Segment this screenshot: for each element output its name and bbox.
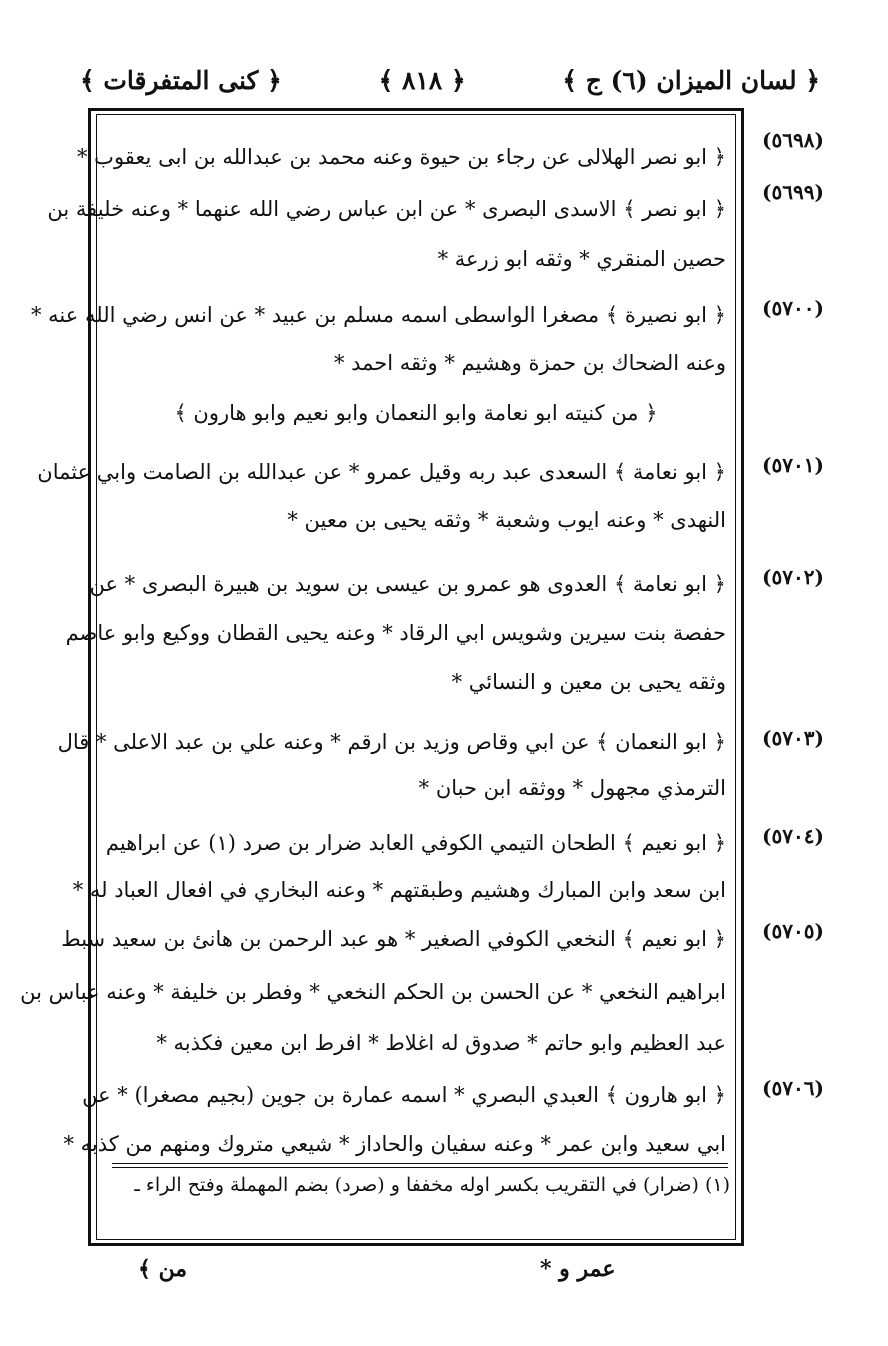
entry-line: ﴿ ابو النعمان ﴾ عن ابي وقاص وزيد بن ارقم * وعنه علي بن عبد الاعلى * قال <box>57 730 726 754</box>
entry-line: وعنه الضحاك بن حمزة وهشيم * وثقه احمد * <box>333 351 726 375</box>
entry-line: ﴿ ابو نصر الهلالى عن رجاء بن حيوة وعنه محمد بن عبدالله بن ابى يعقوب * <box>77 145 726 169</box>
entry-number: (٥٧٠٣) <box>762 726 824 750</box>
entry-line: ﴿ ابو نعامة ﴾ العدوى هو عمرو بن عيسى بن سويد بن هبيرة البصرى * عن <box>89 572 726 596</box>
entry-number: (٥٧٠١) <box>762 453 824 477</box>
entry-line: ﴿ ابو نصيرة ﴾ مصغرا الواسطى اسمه مسلم بن عبيد * عن انس رضي الله عنه * <box>31 303 726 327</box>
entry-number: (٥٧٠٥) <box>762 919 824 943</box>
entry-line: ﴿ ابو نعامة ﴾ السعدى عبد ربه وقيل عمرو * عن عبدالله بن الصامت وابي عثمان <box>37 460 726 484</box>
entry-number: (٥٧٠٤) <box>762 824 824 848</box>
entry-number-column <box>750 108 840 1128</box>
entry-line: ابراهيم النخعي * عن الحسن بن الحكم النخعي * وفطر بن خليفة * وعنه عباس بن <box>20 980 726 1004</box>
footer-cue: * عمر و <box>540 1256 616 1282</box>
section-heading: ﴿ من كنيته ابو نعامة وابو النعمان وابو نعيم وابو هارون ﴾ <box>174 401 658 425</box>
entry-line: ابي سعيد وابن عمر * وعنه سفيان والحاداز * شيعي متروك ومنهم من كذبه * <box>63 1132 726 1156</box>
entry-line: الترمذي مجهول * ووثقه ابن حبان * <box>418 776 726 800</box>
entry-line: عبد العظيم وابو حاتم * صدوق له اغلاط * افرط ابن معين فكذبه * <box>156 1031 726 1055</box>
footnote: (١) (ضرار) في التقريب بكسر اوله مخففا و (صرد) بضم المهملة وفتح الراء ـ <box>134 1174 730 1196</box>
footnote-separator <box>112 1163 728 1164</box>
entry-line: ﴿ ابو نعيم ﴾ النخعي الكوفي الصغير * هو عبد الرحمن بن هانئ بن سعيد سبط <box>61 927 726 951</box>
entry-line: ﴿ ابو هارون ﴾ العبدي البصري * اسمه عمارة بن جوين (بجيم مصغرا) * عن <box>82 1083 726 1107</box>
catchword: ﴾ من <box>138 1256 188 1282</box>
page-number: ﴿ ٨١٨ ﴾ <box>378 65 466 95</box>
entry-line: ﴿ ابو نعيم ﴾ الطحان التيمي الكوفي العابد ضرار بن صرد (١) عن ابراهيم <box>105 831 726 855</box>
entry-number: (٥٧٠٢) <box>762 565 824 589</box>
entry-line: ابن سعد وابن المبارك وهشيم وطبقتهم * وعنه البخاري في افعال العباد له * <box>72 878 726 902</box>
page-footer <box>120 1250 680 1290</box>
entry-number: (٥٧٠٦) <box>762 1076 824 1100</box>
running-header <box>80 58 820 102</box>
entry-line: النهدى * وعنه ايوب وشعبة * وثقه يحيى بن معين * <box>287 508 726 532</box>
entry-number: (٥٦٩٨) <box>762 128 824 152</box>
entry-number: (٥٧٠٠) <box>762 296 824 320</box>
entry-number: (٥٦٩٩) <box>762 180 824 204</box>
header-title: ﴿ لسان الميزان (٦) ج ﴾ <box>562 65 820 95</box>
entry-line: حفصة بنت سيرين وشويس ابي الرقاد * وعنه يحيى القطان ووكيع وابو عاصم <box>65 621 726 645</box>
entry-line: حصين المنقري * وثقه ابو زرعة * <box>437 247 726 271</box>
footnote-separator <box>112 1167 728 1168</box>
header-section: ﴿ كنى المتفرقات ﴾ <box>80 65 282 95</box>
entry-line: ﴿ ابو نصر ﴾ الاسدى البصرى * عن ابن عباس رضي الله عنهما * وعنه خليفة بن <box>47 197 726 221</box>
entry-line: وثقه يحيى بن معين و النسائي * <box>451 670 726 694</box>
